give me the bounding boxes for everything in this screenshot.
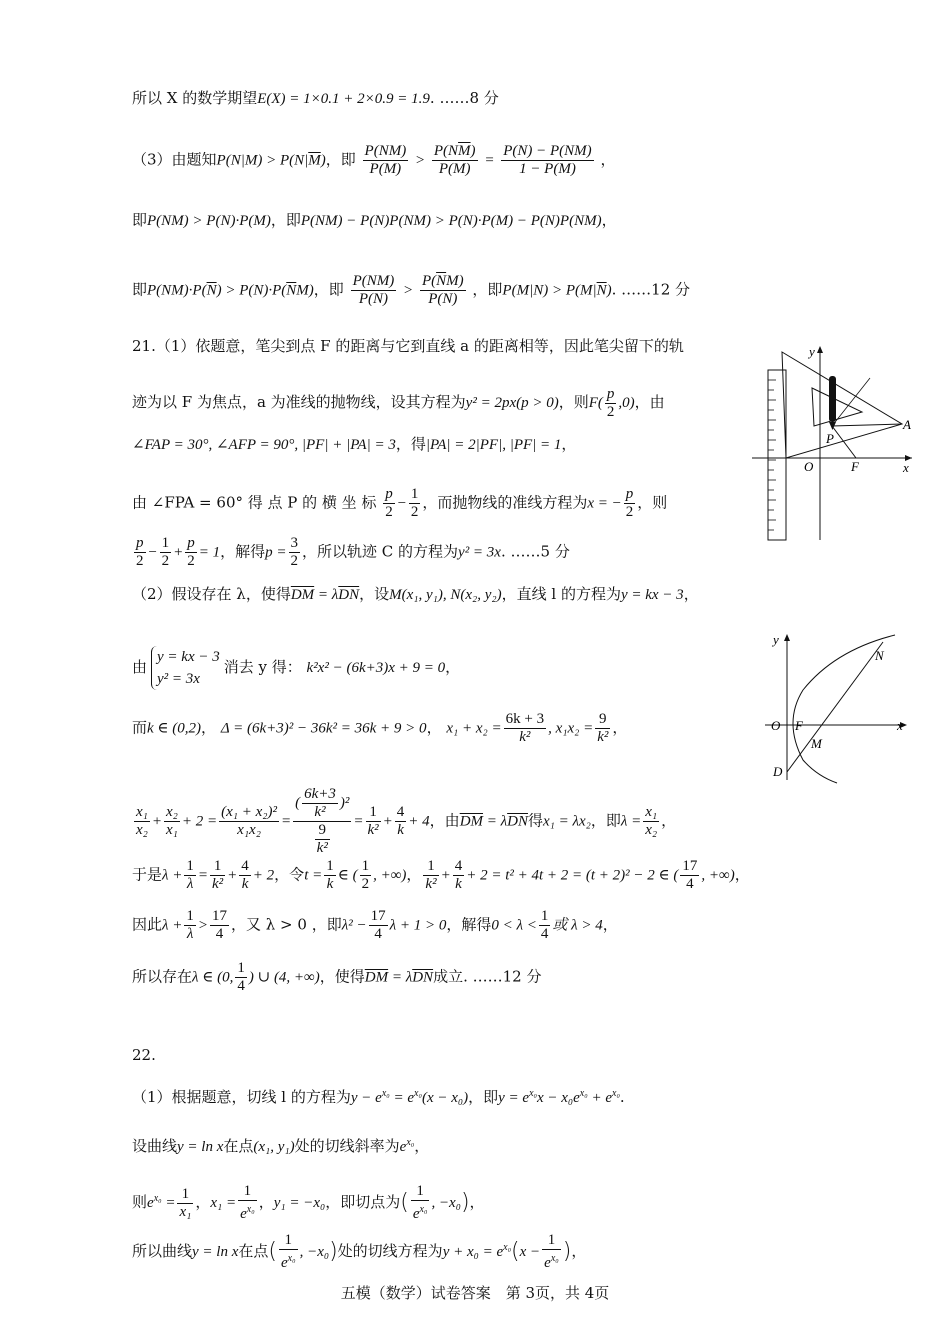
text: ，则 <box>637 493 668 512</box>
label-y: y <box>809 344 815 359</box>
q21-line2 <box>132 386 665 421</box>
q21-line3 <box>132 434 576 455</box>
label-f: F <box>851 459 859 474</box>
formula: $e^{x_0}$ <box>399 1137 415 1155</box>
text: ，而抛物线的准线方程为 <box>422 493 588 512</box>
text: （1）根据题意，切线 l 的方程为 <box>132 1088 351 1106</box>
text: ， <box>258 1193 274 1211</box>
formula: y = ln x <box>192 1244 239 1260</box>
text: ，解得 <box>446 915 492 934</box>
fraction: $\frac{\text{x₂}}{\text{x₁}}$ <box>166 804 178 838</box>
text: ，即 <box>313 280 344 299</box>
text: ，令 <box>274 865 305 884</box>
text: ，即 <box>472 280 503 299</box>
q21-part2-line2 <box>132 646 460 690</box>
text: ，直线 l 的方程为 <box>501 585 621 603</box>
fraction: $\frac{4}{k}$ <box>454 858 463 892</box>
q21-part2-line4: $\frac{\text{x₁}}{\text{x₂}}$ + $\frac{\text{x₂}}{\text{x₁}}$ + 2 = $\frac{\text{(x₁ + x₂)²}}{\text{x₁x₂}}$ = ( $\frac{6k+3}{\text{k²}}$ )² $\frac{9}{\text{k²}}$ = $\frac{1}{\text{k²}}$ + $\frac{4}{k}$ + 4，由$\overline{DM} = \lambda\overline{DN}$得x₁ = λx₂，即λ = $\frac{\text{x₁}}{\text{x₂}}$ ， <box>136 786 677 856</box>
label-f: F <box>795 718 803 733</box>
text: ，使得 <box>319 967 365 986</box>
formula: $\overline{DM} = \lambda\overline{DN}$ <box>459 813 528 830</box>
formula: x₁ + x₂ = <box>446 720 502 737</box>
label-x: x <box>897 718 903 733</box>
fraction: $\frac{p}{2}$ <box>136 535 144 569</box>
fraction: $\frac{1}{e^{x_0}}$ <box>412 1183 428 1222</box>
text: 由 ∠FPA = 60° 得 点 P 的 横 坐 标 <box>132 493 377 512</box>
fraction: $\frac{4}{k}$ <box>396 804 405 838</box>
text: （3）由题知 <box>132 150 217 169</box>
text: ，即 <box>325 150 356 169</box>
q22-title <box>132 1045 156 1065</box>
text: ， <box>406 865 422 884</box>
q21-part2-line3 <box>132 711 627 746</box>
fraction: $\frac{1}{\text{k²}}$ <box>425 858 437 892</box>
text: . <box>619 1088 625 1106</box>
formula: E(X) = 1×0.1 + 2×0.9 = 1.9 <box>257 91 430 107</box>
fraction: $\frac{1}{\text{k²}}$ <box>367 804 379 838</box>
fraction: $\frac{1}{4}$ <box>540 908 549 942</box>
text: 21.（1）依题意，笔尖到点 F 的距离与它到直线 a 的距离相等，因此笔尖留下的轨 <box>132 337 684 355</box>
text: 消去 y 得： <box>223 658 302 676</box>
text: ，即 <box>590 811 621 830</box>
formula: $\overline{DM} = \lambda\overline{DN}$ <box>290 587 360 603</box>
text: 所以曲线 <box>132 1242 193 1260</box>
text: 则 <box>132 1193 148 1211</box>
fraction: ( $\frac{6k+3}{\text{k²}}$ )² $\frac{9}{\text{k²}}$ <box>295 786 350 856</box>
text: ， <box>414 1137 430 1155</box>
text: ， <box>734 865 750 884</box>
formula: 或 λ > 4 <box>552 917 603 934</box>
fraction: $\frac{3}{2}$ <box>290 535 299 569</box>
text: 而 <box>132 718 148 737</box>
text: ， <box>426 718 442 737</box>
formula: y² = 2px(p > 0) <box>465 394 559 411</box>
formula: y = kx − 3 <box>620 587 684 603</box>
formula: y² = 3x <box>458 544 501 561</box>
formula: , x₁x₂ = <box>548 720 594 737</box>
fraction: $\frac{9}{\text{k²}}$ <box>597 711 609 745</box>
part3-line3: 即$P(NM)\cdot P(\overline{N}) > P(N)\cdot P(\overline{N}M)$，即 $\frac{P(NM)}{P(N)}$ > $\frac{P(\overline{N}M)}{P(\overline{N})}$ ，即$P(M|N) > P(M|\overline{N})$. ……12 分 <box>132 273 691 307</box>
text: ， <box>602 915 618 934</box>
fraction: $\frac{1}{e^{x_0}}$ <box>544 1232 559 1271</box>
q21-line1 <box>132 336 684 356</box>
text: . ……8 分 <box>429 89 499 107</box>
figure-ruler-triangle <box>752 340 922 545</box>
fraction: $\frac{\text{x₁}}{\text{x₂}}$ <box>645 804 658 838</box>
label-a: A <box>903 417 911 432</box>
q21-line5: $\frac{p}{2}$ − $\frac{1}{2}$ + $\frac{p}{2}$ = 1，解得p = $\frac{3}{2}$ ，所以轨迹 C 的方程为y² = 3x. ……5 分 <box>136 535 570 569</box>
text: 因此 <box>132 915 163 934</box>
formula: Δ = (6k+3)² − 36k² = 36k + 9 > 0 <box>220 720 427 737</box>
fraction: $\frac{P(\overline{N}M)}{P(\overline{N})}$ <box>421 273 464 307</box>
formula: y = ln x <box>177 1139 224 1155</box>
fraction: $\frac{4}{k}$ <box>241 858 249 892</box>
fraction: $\frac{P(N\overline{M})}{P(\overline{M})}$ <box>433 143 476 177</box>
fraction: $\frac{1}{k}$ <box>326 858 334 892</box>
text: 即 <box>132 211 148 229</box>
text: 于是 <box>132 865 163 884</box>
fraction: $\frac{17}{4}$ <box>370 908 386 942</box>
text: 得 <box>527 811 543 830</box>
text: 成立. ……12 分 <box>433 967 542 986</box>
text: 在点 <box>238 1242 269 1260</box>
formula: (x₁, y₁) <box>253 1139 295 1155</box>
formula: $P(N|M) > P(N|\overline{M})$ <box>216 152 326 169</box>
fraction: $\frac{1}{e^{x_0}}$ <box>240 1183 255 1222</box>
label-y: y <box>773 632 779 647</box>
text: ， <box>469 1193 485 1211</box>
formula: y₁ = −x₀ <box>273 1195 326 1211</box>
q21-part2-line7: 所以存在λ ∈ (0, $\frac{1}{4}$ ) ∪ (4, +∞)，使得$\overline{DM} = \lambda\overline{DN}$成立. ……12 分 <box>132 960 542 994</box>
fraction: $\frac{P(NM)}{P(N)}$ <box>352 273 395 307</box>
text: 设曲线 <box>132 1137 178 1155</box>
text: 即 <box>132 280 148 299</box>
label-d: D <box>773 764 783 779</box>
fraction: $\frac{1}{\text{k²}}$ <box>212 858 224 892</box>
text: ， <box>612 718 628 737</box>
text: ，即切点为 <box>325 1193 401 1211</box>
text: ， <box>561 435 577 453</box>
formula: M(x₁, y₁), N(x₂, y₂) <box>389 587 502 603</box>
text: . ……5 分 <box>500 542 570 561</box>
q22-line4: 所以曲线y = ln x在点( $\frac{1}{e^{x_0}}$ , −x₀)处的切线方程为$y + x_0 = e^{x_0}(x$ − $\frac{1}{e^{x_0}}$ )， <box>132 1232 587 1271</box>
fraction: $\frac{1}{2}$ <box>361 858 370 892</box>
label-p: P <box>826 431 834 446</box>
formula: F( $\frac{p}{2}$ ,0) <box>588 386 635 420</box>
formula: |PA| = 2|PF|, |PF| = 1 <box>425 437 562 453</box>
q22-line2 <box>132 1133 429 1157</box>
formula: ∠FAP = 30°, ∠AFP = 90°, |PF| + |PA| = 3 <box>132 437 396 453</box>
text: ， <box>201 718 217 737</box>
fraction: $\frac{1}{2}$ <box>161 535 170 569</box>
text: ， <box>661 811 677 830</box>
fraction: $\frac{17}{4}$ <box>682 858 698 892</box>
part3-line2: 即P(NM) > P(N)·P(M)，即P(NM) − P(N)P(NM) > P(N)·P(M) − P(N)P(NM)， <box>132 211 617 229</box>
label-o: O <box>804 459 814 474</box>
q21-line4: 由 ∠FPA = 60° 得 点 P 的 横 坐 标 $\frac{p}{2}$ − $\frac{1}{2}$ ，而抛物线的准线方程为x = − $\frac{p}{2}$ ，则 <box>132 486 668 520</box>
formula: k²x² − (6k+3)x + 9 = 0 <box>306 660 446 676</box>
text: 22. <box>132 1046 156 1064</box>
text: ，得 <box>395 435 426 453</box>
text: （2）假设存在 λ，使得 <box>132 585 291 603</box>
fraction: $\frac{p}{2}$ <box>625 486 634 520</box>
text: 所以 X 的数学期望 <box>132 89 258 107</box>
fraction: $\frac{\text{(x₁ + x₂)²}}{\text{x₁x₂}}$ <box>221 804 277 838</box>
text: ，由 <box>429 811 460 830</box>
formula: P(NM) > P(N)·P(M) <box>147 213 271 229</box>
q21-part2-line6: 因此λ + $\frac{1}{\lambda}$ > $\frac{17}{4}$ ，又 λ > 0 ，即λ² − $\frac{17}{4}$ λ + 1 > 0，解得0 < λ < $\frac{1}{4}$ 或 λ > 4， <box>132 908 618 942</box>
text: ，设 <box>359 585 390 603</box>
fraction: $\frac{p}{2}$ <box>385 486 393 520</box>
fraction: $\frac{1}{4}$ <box>237 960 245 994</box>
fraction: $\frac{1}{e^{x_0}}$ <box>280 1232 296 1271</box>
text: ，所以轨迹 C 的方程为 <box>302 542 459 561</box>
label-x: x <box>903 460 909 475</box>
label-o: O <box>771 718 781 733</box>
formula: $P(M|N) > P(M|\overline{N})$ <box>502 282 612 299</box>
formula: $P(NM)\cdot P(\overline{N}) > P(N)\cdot P(\overline{N}M)$ <box>147 282 314 299</box>
text: ，由 <box>634 392 665 411</box>
label-n: N <box>875 648 884 663</box>
text: ， <box>195 1193 211 1211</box>
fraction: $\frac{6k + 3}{\text{k²}}$ <box>505 711 545 745</box>
q21-part2-line1 <box>132 584 699 605</box>
fraction: $\frac{1}{2}$ <box>410 486 419 520</box>
formula: x₁ = λx₂ <box>543 813 591 830</box>
text: . ……12 分 <box>611 280 691 299</box>
text: 处的切线斜率为 <box>294 1137 400 1155</box>
fraction: $\frac{1}{\text{x₁}}$ <box>179 1185 192 1220</box>
page-footer: 五模（数学）试卷答案 第 3页，共 4页 <box>340 1284 610 1302</box>
label-m: M <box>811 736 822 751</box>
fraction: $\frac{1}{\lambda}$ <box>186 858 194 892</box>
text: 在点 <box>223 1137 254 1155</box>
fraction: $\frac{p}{2}$ <box>187 535 195 569</box>
fraction: $\frac{1}{\lambda}$ <box>186 908 194 942</box>
fraction: $\frac{17}{4}$ <box>212 908 228 942</box>
fraction: $\frac{\text{x₁}}{\text{x₂}}$ <box>136 804 148 838</box>
text: ，则 <box>558 392 589 411</box>
text: 由 <box>132 658 148 676</box>
text: ，又 λ > 0 ，即 <box>231 915 342 934</box>
text: ， <box>445 658 461 676</box>
text: 迹为以 F 为焦点，a 为准线的抛物线，设其方程为 <box>132 392 466 411</box>
fraction: $\frac{P(NM)}{P(M)}$ <box>364 143 407 177</box>
formula: $\overline{DM} = \lambda\overline{DN}$ <box>364 969 434 986</box>
expectation-line <box>132 88 499 109</box>
text: ， <box>683 585 699 603</box>
q21-part2-line5: 于是λ + $\frac{1}{\lambda}$ = $\frac{1}{\text{k²}}$ + $\frac{4}{k}$ + 2，令t = $\frac{1}{k}$ ∈ ( $\frac{1}{2}$ , +∞)， $\frac{1}{\text{k²}}$ + $\frac{4}{k}$ + 2 = t² + 4t + 2 = (t + 2)² − 2 ∈ ( $\frac{17}{4}$ , +∞)， <box>132 858 750 892</box>
equation-system: y = kx − 3 y² = 3x <box>151 646 220 690</box>
text: ， <box>571 1242 587 1260</box>
text: 处的切线方程为 <box>337 1242 443 1260</box>
fraction: $\frac{P(N) - P(NM)}{1 - P(M)}$ <box>503 143 592 177</box>
formula: P(NM) − P(N)P(NM) > P(N)·P(M) − P(N)P(NM) <box>300 213 602 229</box>
text: ，即 <box>270 211 301 229</box>
formula: k ∈ (0,2) <box>147 720 202 737</box>
part3-line1: （3）由题知$P(N|M) > P(N|\overline{M})$，即 $\frac{P(NM)}{P(M)}$ > $\frac{P(N\overline{M})}{P(\overline{M})}$ = $\frac{P(N) - P(NM)}{1 - P(M)}$ ， <box>132 143 616 177</box>
text: 所以存在 <box>132 967 193 986</box>
q22-line1 <box>132 1084 625 1108</box>
text: ，解得 <box>220 542 266 561</box>
figure-parabola-line <box>765 630 915 785</box>
q22-line3: 则$e^{x_0}$ = $\frac{1}{\text{x₁}}$ ，x₁ = $\frac{1}{e^{x_0}}$ ，y₁ = −x₀，即切点为( $\frac{1}{e^{x_0}}$ , −x₀)， <box>132 1183 485 1222</box>
formula: $y = e^{x_0}x - x_0e^{x_0} + e^{x_0}$ <box>498 1088 620 1106</box>
formula: $y - e^{x_0} = e^{x_0}(x - x_0)$ <box>350 1088 469 1106</box>
text: ，即 <box>468 1088 499 1106</box>
